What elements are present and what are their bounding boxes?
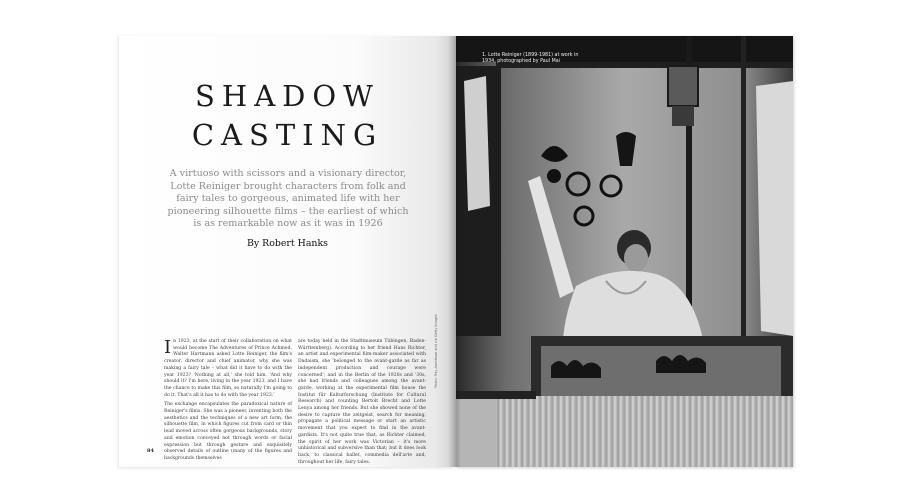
article-title-line-1: SHADOW <box>195 79 380 113</box>
drop-cap: I <box>164 337 172 358</box>
body-paragraph: n 1923, at the start of their collaboration on what would become The Adventures of Prince Achmed, Walter Hartmann asked Lotte Reiniger, the film's creator, director and chief animator, why she was making a fairy tale – what did it have to do with the year 1923? 'Nothing at all,' she told him. 'And why should it? I'm here, living in the year 1923, and I have the chance to make this film, so naturally I'm going to do it. That's all it has to do with the year 1923.' <box>164 339 292 398</box>
standfirst: A virtuoso with scissors and a visionary director, Lotte Reiniger brought characters from folk and fairy tales to gorgeous, animated life with her pioneering silhouette films – the earliest of which is as remarkable now as it was in 1926 <box>167 168 409 230</box>
photo-caption: 1. Lotte Reiniger (1899-1981) at work in 1934, photographed by Paul Mai <box>482 53 579 64</box>
body-column-1 <box>164 339 292 466</box>
archival-photo <box>456 36 793 467</box>
byline: By Robert Hanks <box>247 238 328 249</box>
body-column-2 <box>298 339 426 469</box>
body-paragraph: are today held in the Stadtmuseum Tübingen, Baden-Württemberg). According to her friend Hans Richter, an artist and experimental film-maker associated with Dadaism, she 'belonged to the avant-garde as far as independent production and courage were concerned'; and in the Berlin of the 1920s and '30s, she had friends and colleagues among the avant-garde, working at the experimental film house the Institut für Kulturforschung (Institute for Cultural Research) and counting Bertolt Brecht and Lotte Lenya among her friends. But she showed none of the desire to capture the zeitgeist, search for meaning, propagate a political message or start an artistic movement that you expect to find in the avant-gardists. It's not quite true that, as Richter claimed, the spirit of her work was Victorian – it's more unhistorical and subversive than that; but it does look back, to classical ballet, commedia dell'arte and, throughout her life, fairy tales. <box>298 339 426 465</box>
left-page <box>119 36 456 467</box>
right-page-photo <box>456 36 793 467</box>
page-number: 84 <box>147 448 154 454</box>
body-paragraph: The exchange encapsulates the paradoxical nature of Reiniger's films. She was a pioneer, inventing both the aesthetics and the techniques of a new art form, the silhouette film, in which figures cut from card or thin lead moved across often gorgeous backgrounds, story and emotion conveyed not through words or facial expression but through gesture and exquisitely observed details of outline (many of the figures and backgrounds themselves <box>164 402 292 461</box>
photo-credit: Photo: Ray Aselrhaun and via Getty Images <box>434 314 438 388</box>
article-title-line-2: CASTING <box>191 118 384 152</box>
